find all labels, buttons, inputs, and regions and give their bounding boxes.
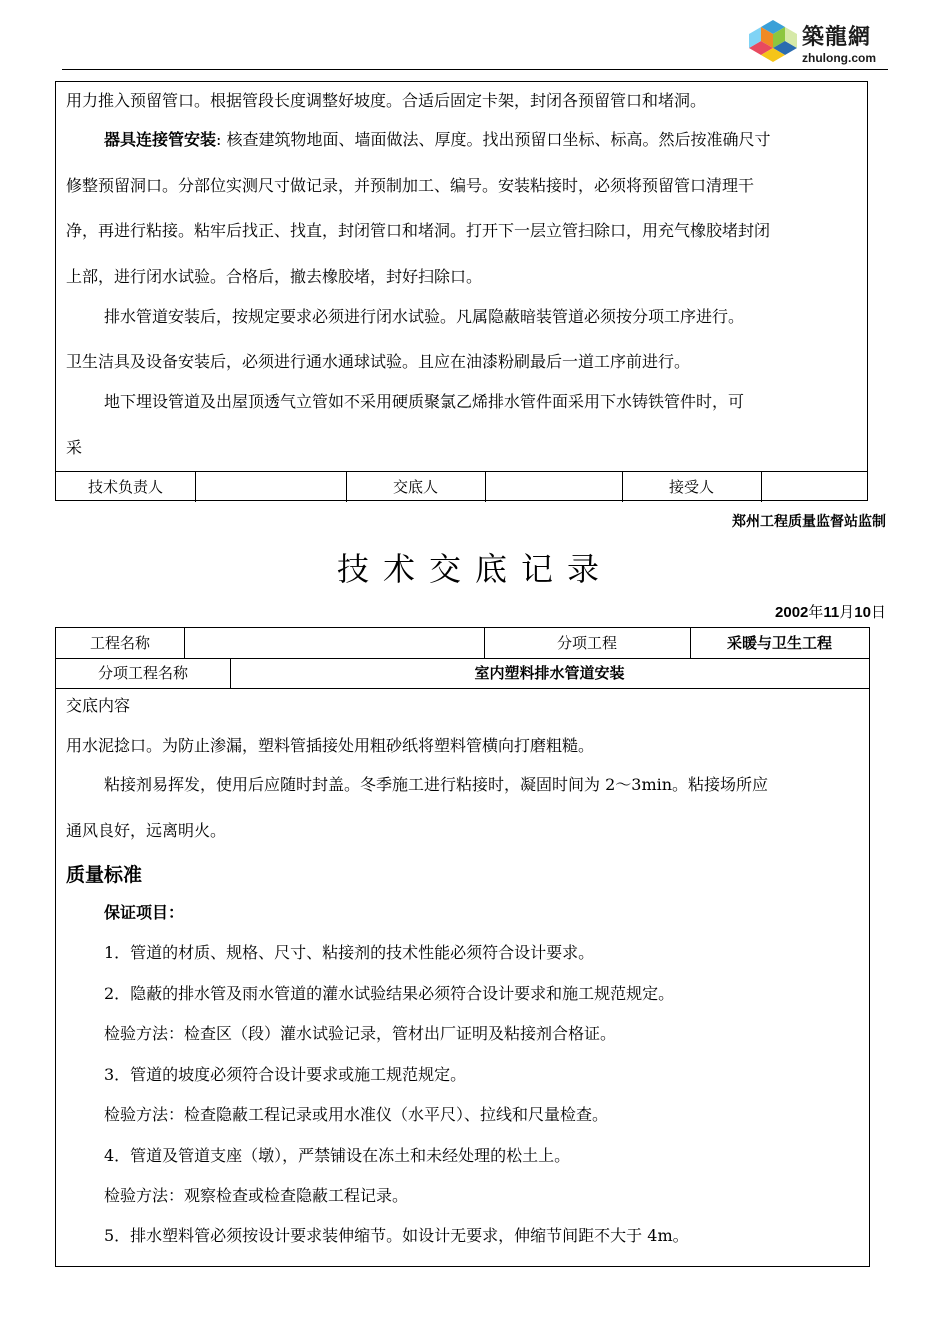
date-day-label: 日	[870, 603, 886, 621]
date-day: 10	[854, 604, 871, 621]
paragraph-line: 用水泥捻口。为防止渗漏，塑料管插接处用粗砂纸将塑料管横向打磨粗糙。	[66, 736, 595, 755]
receiver-label: 接受人	[668, 478, 714, 496]
date-month: 11	[823, 604, 840, 621]
paragraph-line	[104, 130, 771, 150]
paragraph-line: 用力推入预留管口。根据管段长度调整好坡度。合适后固定卡架，封闭各预留管口和堵洞。	[66, 91, 707, 110]
list-item: 检验方法：检查隐蔽工程记录或用水准仪（水平尺）、拉线和尺量检查。	[104, 1105, 609, 1124]
page-title: 技术交底记录	[336, 550, 613, 588]
list-item: 4．管道及管道支座（墩），严禁铺设在冻土和未经处理的松土上。	[104, 1146, 571, 1165]
logo-text: 築龍網	[802, 25, 872, 50]
paragraph-line: 修整预留洞口。分部位实测尺寸做记录，并预制加工、编号。安装粘接时，必须将预留管口清理干	[66, 176, 755, 195]
previous-page-content-box	[55, 81, 868, 501]
content-label: 交底内容	[66, 696, 131, 715]
paragraph-line: 通风良好，远离明火。	[66, 821, 227, 840]
paragraph-line: 排水管道安装后，按规定要求必须进行闭水试验。凡属隐蔽暗装管道必须按分项工序进行。	[104, 307, 745, 326]
date-year: 2002	[775, 604, 809, 621]
list-item: 检验方法：观察检查或检查隐蔽工程记录。	[104, 1186, 409, 1205]
site-logo	[748, 14, 898, 70]
sub-project-value: 采暖与卫生工程	[726, 634, 832, 652]
disclosure-record-table	[55, 627, 870, 1267]
tech-lead-signature	[195, 472, 346, 502]
header-row-project	[56, 628, 869, 659]
handover-signature	[485, 472, 622, 502]
receiver-signature	[761, 472, 867, 502]
issuing-organization: 郑州工程质量监督站监制	[732, 514, 886, 530]
paragraph-text: : 核查建筑物地面、墙面做法、厚度。找出预留口坐标、标高。然后按准确尺寸	[216, 130, 771, 149]
sub-project-name-value: 室内塑料排水管道安装	[474, 664, 625, 682]
sub-project-label: 分项工程	[556, 634, 617, 652]
list-item: 检验方法：检查区（段）灌水试验记录，管材出厂证明及粘接剂合格证。	[104, 1024, 617, 1043]
date-year-label: 年	[808, 603, 824, 621]
paragraph-line: 地下埋设管道及出屋顶透气立管如不采用硬质聚氯乙烯排水管件面采用下水铸铁管件时，可	[104, 392, 745, 411]
list-item: 1．管道的材质、规格、尺寸、粘接剂的技术性能必须符合设计要求。	[104, 943, 595, 962]
signature-row	[56, 471, 867, 502]
list-item: 5．排水塑料管必须按设计要求装伸缩节。如设计无要求，伸缩节间距不大于 4m。	[104, 1226, 689, 1245]
logo-url: zhulong.com	[802, 51, 876, 65]
cube-logo-icon	[748, 18, 798, 66]
header-rule	[62, 69, 888, 70]
guarantee-items-heading: 保证项目：	[104, 903, 185, 922]
list-item: 2．隐蔽的排水管及雨水管道的灌水试验结果必须符合设计要求和施工规范规定。	[104, 984, 675, 1003]
paragraph-line: 粘接剂易挥发，使用后应随时封盖。冬季施工进行粘接时，凝固时间为 2～3min。粘接场所应	[104, 775, 769, 794]
quality-standard-heading: 质量标准	[66, 864, 143, 886]
paragraph-line: 上部，进行闭水试验。合格后，撤去橡胶堵，封好扫除口。	[66, 267, 483, 286]
paragraph-line: 卫生洁具及设备安装后，必须进行通水通球试验。且应在油漆粉刷最后一道工序前进行。	[66, 352, 691, 371]
date-month-label: 月	[839, 603, 855, 621]
paragraph-line: 采	[66, 438, 83, 457]
sub-project-name-label: 分项工程名称	[97, 664, 188, 682]
project-name-label: 工程名称	[89, 634, 150, 652]
record-date	[775, 601, 886, 622]
header-row-sub-project	[56, 658, 869, 689]
handover-label: 交底人	[392, 478, 438, 496]
tech-lead-label: 技术负责人	[87, 478, 163, 496]
project-name-value	[184, 628, 484, 658]
list-item: 3．管道的坡度必须符合设计要求或施工规范规定。	[104, 1065, 467, 1084]
fixture-pipe-label: 器具连接管安装	[104, 130, 217, 149]
paragraph-line: 净，再进行粘接。粘牢后找正、找直，封闭管口和堵洞。打开下一层立管扫除口，用充气橡胶堵封闭	[66, 221, 771, 240]
